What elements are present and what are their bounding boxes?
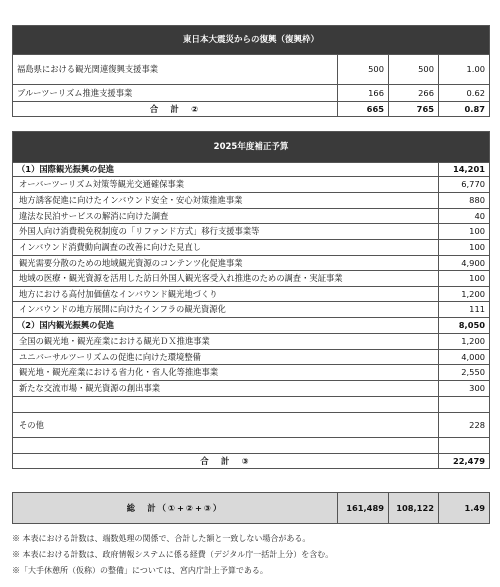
grand-total-b: 108,122 (389, 493, 439, 524)
row-label: 福島県における観光関連復興支援事業 (13, 55, 338, 85)
item-value: 300 (439, 381, 490, 397)
section-label: （2）国内観光振興の促進 (13, 318, 439, 334)
section-row (13, 318, 490, 334)
item-label: 地方誘客促進に向けたインバウンド安全・安心対策推進事業 (13, 193, 439, 209)
table-row (13, 240, 490, 256)
grand-total-label: 総 計（①+②+③） (13, 493, 338, 524)
item-label: オーバーツーリズム対策等観光交通確保事業 (13, 177, 439, 193)
total-label: 合 計 ② (13, 102, 338, 117)
row-value-b: 266 (389, 85, 439, 102)
item-label: ユニバーサルツーリズムの促進に向けた環境整備 (13, 350, 439, 365)
table-row (13, 350, 490, 365)
footnote: ※ 本表における計数は、端数処理の関係で、合計した額と一致しない場合がある。 (12, 534, 311, 543)
table-header: 東日本大震災からの復興（復興枠） (13, 26, 490, 55)
table-row (13, 55, 490, 85)
row-value-a: 500 (338, 55, 389, 85)
item-label: 違法な民泊サービスの解消に向けた調査 (13, 209, 439, 224)
table-row (13, 193, 490, 209)
row-ratio: 0.62 (439, 85, 490, 102)
table-row (13, 271, 490, 287)
row-value-b: 500 (389, 55, 439, 85)
other-label: その他 (13, 413, 439, 438)
section-label: （1）国際観光振興の促進 (13, 163, 439, 177)
item-label: 観光需要分散のための地域観光資源のコンテンツ化促進事業 (13, 256, 439, 271)
item-value: 2,550 (439, 365, 490, 381)
blank-row (13, 438, 490, 454)
item-value: 111 (439, 302, 490, 318)
grand-total-ratio: 1.49 (439, 493, 490, 524)
row-ratio: 1.00 (439, 55, 490, 85)
row-label: ブルーツーリズム推進支援事業 (13, 85, 338, 102)
section-value: 8,050 (439, 318, 490, 334)
row-value-a: 166 (338, 85, 389, 102)
total-value: 22,479 (439, 454, 490, 469)
total-ratio: 0.87 (439, 102, 490, 117)
other-value: 228 (439, 413, 490, 438)
grand-total-row (13, 493, 490, 524)
table-row (13, 224, 490, 240)
footnote: ※ 本表における計数は、政府情報システムに係る経費（デジタル庁一括計上分）を含む。 (12, 550, 334, 559)
item-value: 100 (439, 240, 490, 256)
table-row (13, 365, 490, 381)
supplementary-budget-table (12, 131, 490, 469)
table-row (13, 256, 490, 271)
item-label: 外国人向け消費税免税制度の「リファンド方式」移行支援事業等 (13, 224, 439, 240)
section-value: 14,201 (439, 163, 490, 177)
item-label: インバウンド消費動向調査の改善に向けた見直し (13, 240, 439, 256)
table-header: 2025年度補正予算 (13, 132, 490, 163)
blank-row (13, 397, 490, 413)
item-label: 地域の医療・観光資源を活用した訪日外国人観光客受入れ推進のための調査・実証事業 (13, 271, 439, 287)
total-value-b: 765 (389, 102, 439, 117)
total-row (13, 102, 490, 117)
item-value: 6,770 (439, 177, 490, 193)
item-value: 40 (439, 209, 490, 224)
item-value: 4,000 (439, 350, 490, 365)
total-row (13, 454, 490, 469)
table-row (13, 302, 490, 318)
item-label: 全国の観光地・観光産業における観光ＤＸ推進事業 (13, 334, 439, 350)
table-row (13, 413, 490, 438)
item-value: 1,200 (439, 287, 490, 302)
table-row (13, 381, 490, 397)
table-row (13, 85, 490, 102)
item-value: 100 (439, 224, 490, 240)
footnotes (12, 531, 333, 579)
item-label: インバウンドの地方展開に向けたインフラの観光資源化 (13, 302, 439, 318)
total-label: 合 計 ③ (13, 454, 439, 469)
reconstruction-table (12, 25, 490, 117)
item-label: 地方における高付加価値なインバウンド観光地づくり (13, 287, 439, 302)
item-value: 880 (439, 193, 490, 209)
item-value: 4,900 (439, 256, 490, 271)
grand-total-table (12, 492, 490, 524)
table-row (13, 177, 490, 193)
table-row (13, 334, 490, 350)
total-value-a: 665 (338, 102, 389, 117)
section-row (13, 163, 490, 177)
table-row (13, 209, 490, 224)
item-label: 観光地・観光産業における省力化・省人化等推進事業 (13, 365, 439, 381)
item-label: 新たな交流市場・観光資源の創出事業 (13, 381, 439, 397)
table-row (13, 287, 490, 302)
footnote: ※「大手休憩所（仮称）の整備」については、宮内庁計上予算である。 (12, 566, 268, 575)
item-value: 1,200 (439, 334, 490, 350)
grand-total-a: 161,489 (338, 493, 389, 524)
item-value: 100 (439, 271, 490, 287)
